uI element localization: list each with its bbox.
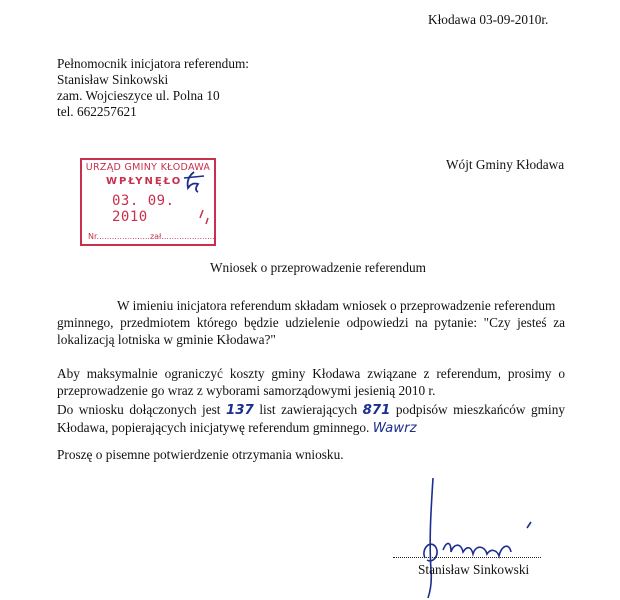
- recipient: Wójt Gminy Kłodawa: [446, 157, 565, 172]
- paragraph-1-first-line: W imieniu inicjatora referendum składam wniosek o przeprowadzenie referendum: [117, 298, 556, 313]
- paragraph-1: [57, 297, 565, 348]
- sender-block: [57, 56, 249, 120]
- paragraph-1-rest: gminnego, przedmiotem którego będzie udzielenie odpowiedzi na pytanie: "Czy jesteś za lokalizacją lotniska w gminie Kłodawa?": [57, 315, 565, 347]
- received-stamp: [80, 158, 216, 246]
- stamp-office: URZĄD GMINY KŁODAWA: [85, 162, 211, 173]
- paragraph-2: Aby maksymalnie ograniczyć koszty gminy Kłodawa związane z referendum, prosimy o przeprowadzenie go wraz z wyborami samorządowymi jesienią 2010 r.: [57, 366, 565, 398]
- lists-count-handwritten: 137: [226, 403, 254, 418]
- signature-name: Stanisław Sinkowski: [418, 562, 530, 577]
- stamp-received: WPŁYNĘŁO: [106, 176, 183, 187]
- paragraph-3-suffix: podpisów mieszkańców gminy Kłodawa, popierających inicjatywę referendum gminnego.: [57, 402, 565, 435]
- document-title: Wniosek o przeprowadzenie referendum: [210, 260, 426, 275]
- paragraph-3-mid: list zawierających: [259, 402, 358, 417]
- handwritten-note: Wawrz: [372, 421, 417, 436]
- sender-name: Stanisław Sinkowski: [57, 72, 169, 87]
- stamp-initials-mark: [82, 160, 218, 248]
- stamp-number-line: Nr.....................zał.....................: [88, 232, 215, 241]
- signature-line: [393, 557, 541, 558]
- paragraph-3: [57, 401, 565, 437]
- paragraph-3-prefix: Do wniosku dołączonych jest: [57, 402, 221, 417]
- paragraph-4: Proszę o pisemne potwierdzenie otrzymania wniosku.: [57, 447, 344, 462]
- letter-date: Kłodawa 03-09-2010r.: [428, 12, 549, 27]
- sender-address: zam. Wojcieszyce ul. Polna 10: [57, 88, 220, 103]
- sender-role: Pełnomocnik inicjatora referendum:: [57, 56, 249, 71]
- stamp-date: 03. 09. 2010: [112, 193, 175, 225]
- sender-phone: tel. 662257621: [57, 104, 137, 119]
- signature-count-handwritten: 871: [362, 403, 391, 418]
- handwritten-signature: [395, 470, 565, 600]
